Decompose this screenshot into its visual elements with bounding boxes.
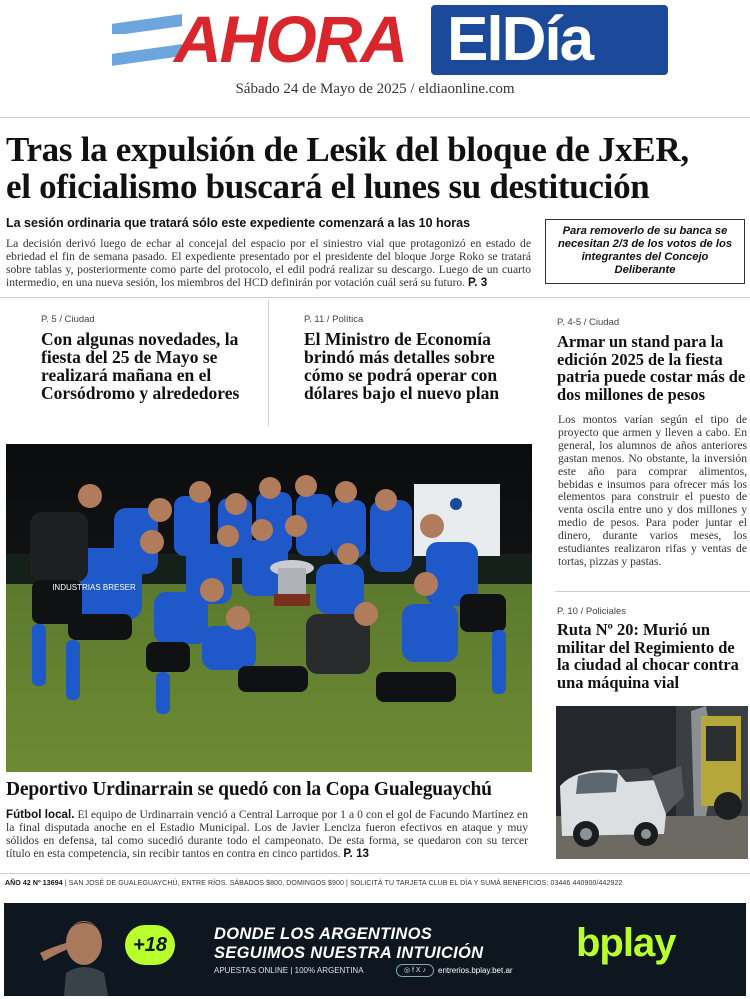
photo-story-lede: Fútbol local. <box>6 808 75 821</box>
dateline <box>0 81 750 98</box>
photo-story-body <box>6 808 528 860</box>
photo-story-page-ref[interactable]: P. 13 <box>343 847 369 860</box>
ad-model-image <box>4 903 134 996</box>
bplay-advertisement[interactable] <box>4 903 746 996</box>
story-title-stand[interactable]: Armar un stand para la edición 2025 de la fiesta patria puede costar más de dos millones de pesos <box>557 332 746 404</box>
story-kicker: P. 4-5 / Ciudad <box>557 317 620 328</box>
masthead <box>0 0 750 118</box>
lead-body <box>6 237 531 289</box>
divider <box>555 591 750 592</box>
photo-story-title[interactable]: Deportivo Urdinarrain se quedó con la Copa Gualeguaychú <box>6 779 492 800</box>
ad-url-link[interactable]: entrerios.bplay.bet.ar <box>438 966 513 975</box>
logo-eldia-text: ElDía <box>447 5 593 74</box>
edition-number: AÑO 42 Nº 13694 <box>5 880 63 887</box>
story-title-fiesta[interactable]: Con algunas novedades, la fiesta del 25 de Mayo se realizará mañana en el Corsódromo y alrededores <box>41 329 240 403</box>
lead-callout-box: Para removerlo de su banca se necesitan 2/3 de los votos de los integrantes del Concejo Deliberante <box>545 219 745 284</box>
ad-tagline: APUESTAS ONLINE | 100% ARGENTINA <box>214 966 364 975</box>
edition-details: | SAN JOSÉ DE GUALEGUAYCHÚ, ENTRE RÍOS. SÁBADOS $800, DOMINGOS $900 | SOLICITÁ TU TARJETA CLUB EL DÍA Y SUMÁ BENEFICIOS: 03446 440900/442922 <box>64 880 623 887</box>
edition-info <box>5 880 745 887</box>
ad-slogan-line1: DONDE LOS ARGENTINOS <box>214 925 433 943</box>
age-restriction-badge: +18 <box>125 925 175 965</box>
story-title-ruta20[interactable]: Ruta Nº 20: Murió un militar del Regimiento de la ciudad al chocar contra una máquina vial <box>557 620 739 692</box>
lead-subhead: La sesión ordinaria que tratará sólo este expediente comenzará a las 10 horas <box>6 216 471 230</box>
site-link[interactable]: eldiaonline.com <box>418 81 515 97</box>
lead-headline-line1: Tras la expulsión de Lesik del bloque de JxER, <box>6 130 689 169</box>
accident-photo[interactable] <box>556 706 748 859</box>
lead-headline-line2: el oficialismo buscará el lunes su destitución <box>6 167 650 206</box>
ad-social-icons[interactable]: ◎ f X ♪ <box>396 964 434 977</box>
logo-ahora-text: AHORA <box>174 2 406 76</box>
ad-slogan-line2: SEGUIMOS NUESTRA INTUICIÓN <box>214 944 484 962</box>
lead-page-ref[interactable]: P. 3 <box>468 276 488 289</box>
dateline-separator: / <box>410 81 415 97</box>
story-body-stand: Los montos varían según el tipo de proyecto que armen y lleven a cabo. En general, los alumnos de años anteriores gastan menos. No obstante, la inversión este año para comprar alimentos, bebidas e insumos para ofrecer más los elementos para construir el puesto de venta oscila entre uno y dos millones y medio de pesos. Para poder juntar el dinero, durante varios meses, los estudiantes realizaron rifas y ventas de tortas, pizzas y pastas. <box>558 413 747 568</box>
story-kicker: P. 11 / Política <box>304 314 364 325</box>
edition-date: Sábado 24 de Mayo de 2025 <box>235 81 407 97</box>
argentina-flag-icon <box>112 17 182 69</box>
ad-brand-logo[interactable]: bplay <box>576 921 676 965</box>
lead-headline[interactable] <box>6 131 746 205</box>
photo-story-text: El equipo de Urdinarrain venció a Central Larroque por 1 a 0 con el gol de Facundo Martínez en la final disputada anoche en el Estadio Municipal. Los de Javier Lenciza fueron efectivos en ataque y muy sólidos en defensa, tal como sucedió durante todo el campeonato. De esta forma, se quedaron con su tercer título en esta competencia, sin recibir tantos en contra en cinco partidos. <box>6 808 528 860</box>
story-title-economia[interactable]: El Ministro de Economía brindó más detalles sobre cómo se podrá operar con dólares bajo el nuevo plan <box>304 329 500 403</box>
team-celebration-photo[interactable] <box>6 444 532 772</box>
shirt-sponsor-text: INDUSTRIAS BRESER <box>52 583 136 592</box>
divider <box>0 297 750 298</box>
story-kicker: P. 10 / Policiales <box>557 606 627 617</box>
lead-body-text: La decisión derivó luego de echar al concejal del espacio por el siniestro vial que protagonizó en estado de ebriedad el fin de semana pasado. El expediente presentado por el presidente del bloque Jorge Roko se tratará sobre tablas y, posteriormente como parte del protocolo, el edil podrá realizar su descargo. Luego de un cuarto intermedio, en una nueva sesión, los miembros del HCD definirán por votación cuál será su futuro. <box>6 237 531 289</box>
story-kicker: P. 5 / Ciudad <box>41 314 95 325</box>
column-divider <box>268 300 269 426</box>
newspaper-logo[interactable] <box>112 2 668 77</box>
divider <box>0 873 750 874</box>
divider <box>0 117 750 118</box>
